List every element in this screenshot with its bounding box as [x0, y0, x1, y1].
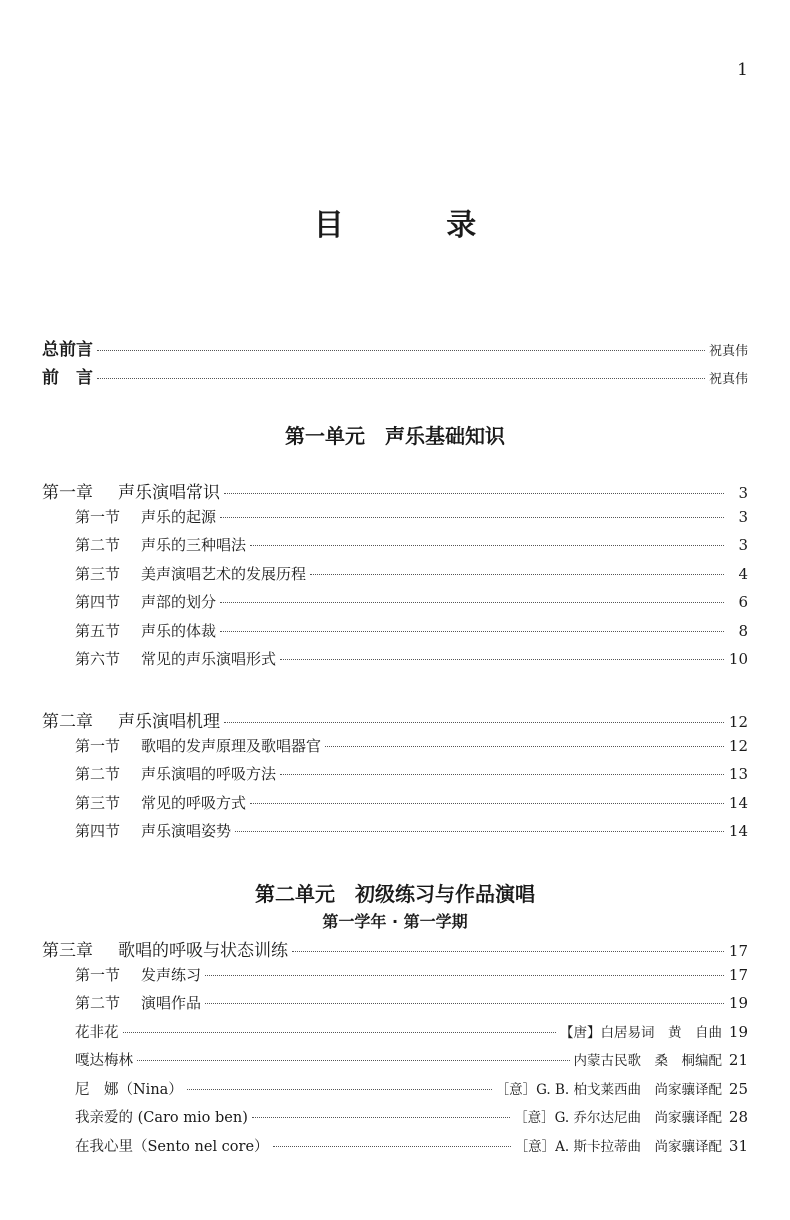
toc-section[interactable] [75, 620, 748, 644]
page-ref: 3 [738, 484, 748, 502]
dot-leader [252, 1117, 510, 1118]
dot-leader [250, 545, 724, 546]
page-ref: 25 [728, 1080, 748, 1098]
dot-leader [325, 746, 724, 747]
unit-subheading: 第一学年 · 第一学期 [322, 912, 468, 931]
dot-leader [205, 975, 724, 976]
song-title: 花非花 [75, 1025, 119, 1041]
chapter-title: 歌唱的呼吸与状态训练 [118, 941, 288, 961]
page-ref: 17 [728, 942, 748, 960]
section-title: 声乐的起源 [141, 508, 217, 526]
toc-section[interactable] [75, 534, 748, 558]
section-label: 第六节 [75, 650, 121, 668]
entry-title: 总前言 [42, 340, 93, 360]
page-title: 目 录 [313, 208, 523, 243]
page-number: 1 [737, 60, 748, 80]
page-ref: 12 [728, 713, 748, 731]
section-label: 第三节 [75, 794, 121, 812]
entry-author: 祝真伟 [708, 344, 748, 359]
song-title: 嘎达梅林 [75, 1053, 133, 1069]
toc-song[interactable] [75, 1078, 748, 1102]
toc-section[interactable] [75, 591, 748, 615]
section-title: 演唱作品 [141, 994, 202, 1012]
song-title: 在我心里（Sento nel core） [75, 1139, 269, 1155]
song-title: 我亲爱的 (Caro mio ben) [75, 1110, 248, 1126]
entry-title: 前 言 [42, 368, 93, 388]
toc-section[interactable] [75, 506, 748, 530]
dot-leader [97, 378, 705, 379]
song-credit: ［意］A. 斯卡拉蒂曲 尚家骧译配 [514, 1139, 722, 1155]
section-title: 声乐的三种唱法 [141, 536, 247, 554]
dot-leader [310, 574, 724, 575]
page-ref: 10 [728, 650, 748, 668]
entry-author: 祝真伟 [708, 372, 748, 387]
dot-leader [235, 831, 724, 832]
section-label: 第一节 [75, 966, 121, 984]
section-label: 第四节 [75, 822, 121, 840]
song-credit: 【唐】白居易词 黄 自曲 [560, 1025, 722, 1041]
section-label: 第一节 [75, 508, 121, 526]
toc-song[interactable] [75, 1135, 748, 1159]
dot-leader [280, 659, 724, 660]
section-title: 美声演唱艺术的发展历程 [141, 565, 307, 583]
toc-chapter[interactable] [42, 936, 748, 960]
song-credit: 内蒙古民歌 桑 桐编配 [573, 1053, 722, 1069]
page-ref: 3 [738, 536, 748, 554]
page-ref: 13 [728, 765, 748, 783]
chapter-title: 声乐演唱常识 [118, 483, 220, 503]
section-label: 第二节 [75, 765, 121, 783]
section-title: 常见的声乐演唱形式 [141, 650, 277, 668]
unit-heading: 第一单元 声乐基础知识 [285, 424, 505, 448]
chapter-label: 第二章 [42, 712, 93, 732]
toc-section[interactable] [75, 563, 748, 587]
section-title: 发声练习 [141, 966, 202, 984]
toc-song[interactable] [75, 1021, 748, 1045]
page-ref: 3 [738, 508, 748, 526]
section-title: 声乐演唱姿势 [141, 822, 232, 840]
dot-leader [205, 1003, 724, 1004]
chapter-label: 第一章 [42, 483, 93, 503]
toc-section[interactable] [75, 820, 748, 844]
section-label: 第四节 [75, 593, 121, 611]
toc-song[interactable] [75, 1106, 748, 1130]
section-label: 第二节 [75, 994, 121, 1012]
page-ref: 12 [728, 737, 748, 755]
toc-chapter[interactable] [42, 478, 748, 502]
dot-leader [187, 1089, 492, 1090]
page-ref: 21 [728, 1051, 748, 1069]
section-title: 歌唱的发声原理及歌唱器官 [141, 737, 322, 755]
section-title: 声乐演唱的呼吸方法 [141, 765, 277, 783]
dot-leader [220, 517, 724, 518]
song-credit: ［意］G. B. 柏戈莱西曲 尚家骧译配 [495, 1082, 722, 1098]
section-title: 常见的呼吸方式 [141, 794, 247, 812]
chapter-label: 第三章 [42, 941, 93, 961]
page-ref: 14 [728, 822, 748, 840]
toc-section[interactable] [75, 735, 748, 759]
dot-leader [280, 774, 724, 775]
section-label: 第五节 [75, 622, 121, 640]
page-ref: 17 [728, 966, 748, 984]
toc-entry-general-preface[interactable] [42, 335, 748, 359]
toc-song[interactable] [75, 1049, 748, 1073]
toc-section[interactable] [75, 964, 748, 988]
page-ref: 19 [728, 994, 748, 1012]
page-ref: 19 [728, 1023, 748, 1041]
unit-heading: 第二单元 初级练习与作品演唱 [255, 882, 535, 906]
page-ref: 31 [728, 1137, 748, 1155]
page-ref: 6 [738, 593, 748, 611]
page-ref: 4 [738, 565, 748, 583]
section-label: 第一节 [75, 737, 121, 755]
chapter-title: 声乐演唱机理 [118, 712, 220, 732]
section-title: 声部的划分 [141, 593, 217, 611]
dot-leader [273, 1146, 511, 1147]
toc-chapter[interactable] [42, 707, 748, 731]
dot-leader [123, 1032, 557, 1033]
toc-entry-preface[interactable] [42, 363, 748, 387]
section-title: 声乐的体裁 [141, 622, 217, 640]
page-ref: 28 [728, 1108, 748, 1126]
dot-leader [224, 722, 724, 723]
dot-leader [292, 951, 724, 952]
dot-leader [250, 803, 724, 804]
dot-leader [220, 602, 724, 603]
toc-section[interactable] [75, 648, 748, 672]
dot-leader [97, 350, 705, 351]
page-ref: 8 [738, 622, 748, 640]
dot-leader [224, 493, 724, 494]
song-title: 尼 娜（Nina） [75, 1082, 183, 1098]
song-credit: ［意］G. 乔尔达尼曲 尚家骧译配 [514, 1110, 722, 1126]
page-ref: 14 [728, 794, 748, 812]
section-label: 第三节 [75, 565, 121, 583]
toc-section[interactable] [75, 992, 748, 1016]
toc-section[interactable] [75, 763, 748, 787]
dot-leader [220, 631, 724, 632]
section-label: 第二节 [75, 536, 121, 554]
toc-section[interactable] [75, 792, 748, 816]
dot-leader [137, 1060, 570, 1061]
